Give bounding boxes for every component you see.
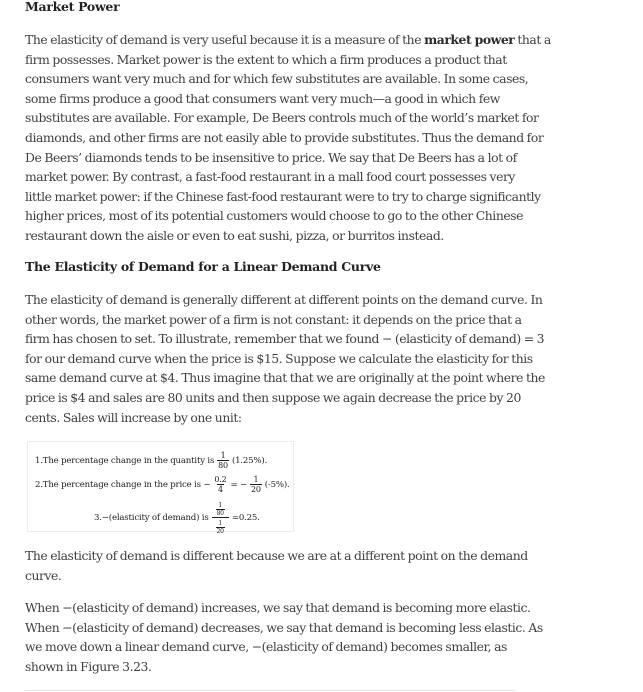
different-point-paragraph (25, 546, 528, 585)
paragraph-line: De Beers’ diamonds tends to be insensitive to price. We say that De Beers has a lot of (25, 149, 517, 165)
elasticity-change-paragraph (25, 598, 543, 676)
paragraph-line: consumers want very much and for which few substitutes are available. In some cases, (25, 71, 529, 87)
paragraph-line: diamonds, and other firms are not easily able to provide substitutes. Thus the demand for (25, 129, 544, 145)
market-power-paragraph (25, 30, 551, 246)
fraction: $\frac{1}{20}$ (251, 475, 261, 494)
paragraph-line: price is $4 and sales are 80 units and then suppose we again decrease the price by 20 (25, 389, 521, 405)
market-power-term: market power (424, 32, 515, 47)
paragraph-line: substitutes are available. For example, De Beers controls much of the world’s market for (25, 110, 539, 126)
formula-line-quantity-change: 1.The percentage change in the quantity is $\frac{1}{80}$ (1.25%). (35, 451, 268, 470)
section-divider (25, 690, 515, 691)
paragraph-line: shown in Figure 3.23. (25, 658, 152, 674)
fraction: $\frac{1}{80}$ (216, 502, 224, 517)
fraction: $\frac{0.2}{4}$ (214, 475, 227, 494)
paragraph-line: The elasticity of demand is very useful because it is a measure of the market power that a (25, 32, 551, 47)
section-heading-market-power: Market Power (25, 0, 120, 14)
linear-demand-paragraph (25, 290, 545, 427)
paragraph-line: higher prices, most of its potential customers would choose to go to the other Chinese (25, 208, 524, 224)
fraction: $\frac{1}{20}$ (216, 520, 224, 535)
elasticity-formula-figure (27, 441, 294, 535)
formula-line-elasticity: 3.−(elasticity of demand) is $\frac{\frac{1}{80}}{\frac{1}{20}}$ =0.25. (94, 502, 260, 535)
paragraph-line: for our demand curve when the price is $15. Suppose we calculate the elasticity for this (25, 350, 533, 366)
paragraph-line: When −(elasticity of demand) increases, we say that demand is becoming more elastic. (25, 600, 531, 615)
compound-fraction (212, 500, 229, 535)
paragraph-line: The elasticity of demand is generally different at different points on the demand curve. In (25, 292, 543, 307)
paragraph-line: market power. By contrast, a fast-food restaurant in a mall food court possesses very (25, 169, 515, 185)
paragraph-line: some firms produce a good that consumers want very much—a good in which few (25, 90, 500, 106)
paragraph-line: we move down a linear demand curve, −(elasticity of demand) becomes smaller, as (25, 639, 507, 655)
paragraph-line: cents. Sales will increase by one unit: (25, 409, 242, 425)
paragraph-line: same demand curve at $4. Thus imagine that that we are originally at the point where the (25, 370, 545, 386)
paragraph-line: The elasticity of demand is different because we are at a different point on the demand (25, 548, 528, 563)
paragraph-line: little market power: if the Chinese fast-food restaurant were to try to charge significantly (25, 188, 541, 204)
fraction: $\frac{1}{80}$ (218, 451, 228, 470)
paragraph-line: When −(elasticity of demand) decreases, we say that demand is becoming less elastic. As (25, 619, 543, 635)
paragraph-line: other words, the market power of a firm is not constant: it depends on the price that a (25, 311, 522, 327)
paragraph-line: restaurant down the aisle or even to eat sushi, pizza, or burritos instead. (25, 227, 444, 243)
paragraph-line: firm possesses. Market power is the extent to which a firm produces a product that (25, 51, 507, 67)
formula-line-price-change: 2.The percentage change in the price is − $\frac{0.2}{4}$ = − $\frac{1}{20}$ (-5%). (35, 475, 290, 494)
section-heading-linear-demand: The Elasticity of Demand for a Linear Demand Curve (25, 259, 381, 274)
paragraph-line: firm has chosen to set. To illustrate, remember that we found − (elasticity of demand) = 3 (25, 331, 545, 347)
paragraph-line: curve. (25, 567, 62, 583)
